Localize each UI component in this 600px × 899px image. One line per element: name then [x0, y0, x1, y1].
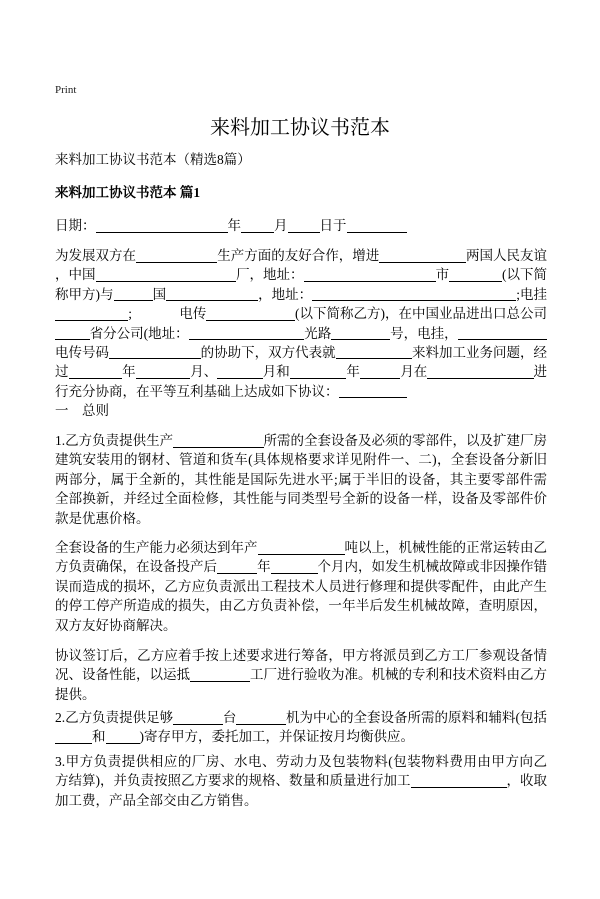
- line-text: 年: [346, 364, 360, 380]
- intro-line-1: [55, 246, 547, 265]
- intro-paragraph: [55, 246, 547, 401]
- inspection-line-3: 提供。: [55, 686, 96, 702]
- line-text: ，中国: [55, 267, 96, 283]
- document-title: 来料加工协议书范本: [210, 117, 390, 139]
- intro-line-6: [55, 343, 547, 362]
- fill-blank: [96, 216, 228, 233]
- line-text: 生产方面的友好合作，增进: [217, 248, 380, 263]
- fill-blank: [339, 382, 407, 399]
- line-text: 省分公司(地址：: [89, 325, 189, 341]
- clause-3-line-2: [55, 771, 547, 790]
- line-text: 电传号码: [55, 344, 109, 360]
- line-text: 光路: [304, 325, 332, 341]
- line-text: 机为中心的全套设备所需的原料和辅料(包括: [286, 710, 547, 725]
- line-text: 年: [257, 559, 271, 575]
- fill-blank: [114, 285, 153, 302]
- line-text: ;电挂: [516, 286, 547, 302]
- line-text: 台: [222, 710, 237, 725]
- fill-blank: [189, 324, 305, 341]
- line-text: 来料加工业务问题，经: [412, 344, 547, 360]
- line-text: 年: [122, 364, 136, 380]
- fill-blank: [217, 362, 263, 379]
- fill-blank: [217, 557, 257, 574]
- fill-blank: [360, 362, 400, 379]
- fill-blank: [271, 557, 318, 574]
- clause-3-line-1: 3.甲方负责提供相应的厂房、水电、劳动力及包装物料(包装物料费用由甲方向乙: [55, 754, 547, 769]
- section-heading-general: 一 总则: [55, 403, 109, 418]
- line-text: 个月内，如发生机械故障或非因操作错: [317, 559, 547, 575]
- intro-line-8: [55, 382, 547, 401]
- clause-2-paragraph: [55, 708, 547, 747]
- fill-blank: [331, 324, 390, 341]
- spacer: [132, 304, 179, 321]
- clause-1-line-3: 两部分，属于全新的，其性能是国际先进水平;属于半旧的设备，其主要零部件需: [55, 471, 547, 487]
- date-label: 日期：: [55, 218, 96, 234]
- fill-blank: [312, 285, 516, 302]
- capacity-line-2: [55, 557, 547, 576]
- line-text: 号，电挂，: [390, 325, 458, 341]
- intro-line-4: [55, 304, 547, 323]
- line-text: 全套设备的生产能力必须达到年产: [55, 540, 258, 555]
- fill-blank: [136, 246, 217, 263]
- line-text: 方负责确保，在设备投产后: [55, 559, 217, 575]
- date-line: [55, 216, 547, 235]
- date-day-label: 日于: [319, 218, 347, 234]
- fill-blank: [69, 362, 123, 379]
- line-text: 吨以上，机械性能的正常运转由乙: [344, 540, 547, 555]
- print-link[interactable]: Print: [55, 84, 77, 96]
- intro-line-7: [55, 362, 547, 381]
- fill-blank: [173, 708, 223, 725]
- fill-blank: [55, 324, 90, 341]
- line-text: ;: [128, 306, 133, 322]
- clause-1-line-2: 建筑安装用的钢材、管道和货车(具体规格要求详见附件一、二)，全套设备分新旧: [55, 452, 547, 468]
- line-text: (以下简: [502, 267, 547, 283]
- line-text: ，地址：: [258, 286, 313, 302]
- fill-blank: [241, 216, 274, 233]
- clause-1-line-4: 全部换新，并经过全面检修，其性能与同类型号全新的设备一样，设备及零部件价: [55, 491, 547, 507]
- line-text: 2.乙方负责提供足够: [55, 710, 174, 725]
- fill-blank: [336, 343, 412, 360]
- intro-line-5: [55, 324, 547, 343]
- line-text: 况、设备性能，以运抵: [55, 667, 190, 683]
- line-text: 月和: [262, 364, 290, 380]
- capacity-line-3: 误而造成的损坏，乙方应负责派出工程技术人员进行修理和提供零配件，由此产生: [55, 578, 547, 594]
- inspection-line-1: 协议签订后，乙方应着手按上述要求进行筹备，甲方将派员到乙方工厂参观设备情: [55, 648, 547, 663]
- document-subtitle: 来料加工协议书范本（精选8篇）: [55, 152, 251, 167]
- line-text: 厂，地址：: [236, 267, 304, 283]
- line-text: 月、: [190, 364, 218, 380]
- line-text: 月在: [400, 364, 428, 380]
- fill-blank: [55, 304, 128, 321]
- fill-blank: [109, 343, 201, 360]
- fill-blank: [190, 665, 250, 682]
- clause-1-line-1: [55, 431, 547, 450]
- line-text: 国: [152, 286, 167, 302]
- article-heading: 来料加工协议书范本 篇1: [55, 185, 201, 200]
- line-text: 的协助下，双方代表就: [200, 344, 336, 360]
- fill-blank: [166, 285, 258, 302]
- capacity-line-4: 的停工停产所造成的损失，由乙方负责补偿，一年半后发生机械故障，查明原因，: [55, 598, 547, 614]
- fill-blank: [411, 771, 507, 788]
- fill-blank: [106, 727, 140, 744]
- inspection-paragraph: [55, 646, 547, 704]
- clause-3-paragraph: [55, 752, 547, 810]
- line-text: (以下简称乙方)，在中国业品进出口总公司: [295, 306, 547, 322]
- fill-blank: [136, 362, 191, 379]
- clause-2-line-1: [55, 708, 547, 727]
- line-text: )寄存甲方，委托加工，并保证按月均衡供应。: [139, 729, 414, 745]
- line-text: 称甲方)与: [55, 286, 114, 302]
- line-text: 两国人民友谊: [466, 248, 547, 263]
- capacity-paragraph: [55, 538, 547, 635]
- clause-3-line-3: 加工费，产品全部交由乙方销售。: [55, 792, 258, 808]
- fill-blank: [206, 304, 295, 321]
- line-text: 为发展双方在: [55, 248, 136, 263]
- clause-1-line-5: 款是优惠价格。: [55, 510, 150, 526]
- intro-line-2: [55, 265, 547, 284]
- fill-blank: [427, 362, 533, 379]
- line-text: 电传: [179, 306, 207, 322]
- intro-line-3: [55, 285, 547, 304]
- inspection-line-2: [55, 665, 547, 684]
- line-text: 过: [55, 364, 69, 380]
- fill-blank: [173, 431, 263, 448]
- fill-blank: [290, 362, 347, 379]
- line-text: 工厂进行验收为准。机械的专利和技术资料由乙方: [250, 667, 547, 683]
- fill-blank: [449, 265, 502, 282]
- fill-blank: [379, 246, 466, 263]
- line-text: 进: [533, 364, 547, 380]
- line-text: 所需的全套设备及必须的零部件，以及扩建厂房: [263, 433, 547, 448]
- fill-blank: [96, 265, 237, 282]
- capacity-line-5: 双方友好协商解决。: [55, 617, 177, 633]
- line-text: ，收取: [506, 773, 547, 789]
- fill-blank: [236, 708, 286, 725]
- fill-blank: [55, 727, 92, 744]
- fill-blank: [347, 216, 407, 233]
- line-text: 1.乙方负责提供生产: [55, 433, 174, 448]
- fill-blank: [258, 538, 345, 555]
- line-text: 行充分协商，在平等互利基础上达成如下协议：: [55, 383, 339, 399]
- fill-blank: [458, 324, 547, 341]
- date-year-label: 年: [227, 218, 241, 234]
- line-text: 和: [92, 729, 106, 745]
- clause-2-line-2: [55, 727, 547, 746]
- capacity-line-1: [55, 538, 547, 557]
- line-text: 方结算)，并负责按照乙方要求的规格、数量和质量进行加工: [55, 773, 411, 789]
- clause-1-paragraph: [55, 431, 547, 528]
- line-text: 市: [435, 267, 450, 283]
- date-month-label: 月: [274, 218, 288, 234]
- fill-blank: [288, 216, 320, 233]
- fill-blank: [304, 265, 436, 282]
